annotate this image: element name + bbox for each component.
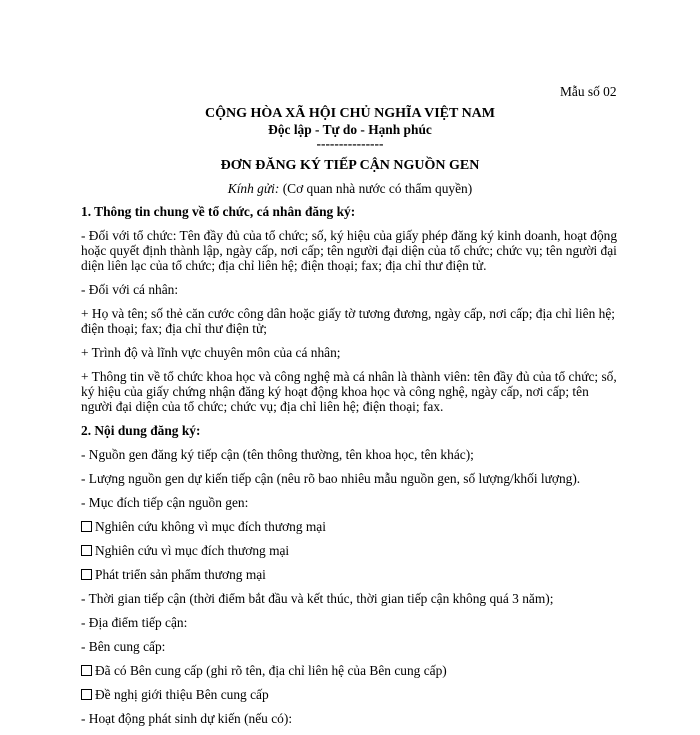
access-time-line: - Thời gian tiếp cận (thời điểm bắt đầu và kết thúc, thời gian tiếp cận không quá 3 năm); [81,591,554,606]
planned-activity-line: - Hoạt động phát sinh dự kiến (nếu có): [81,711,293,726]
checkbox-icon[interactable] [81,521,92,532]
individual-info-heading: - Đối với cá nhân: [81,282,179,297]
purpose-option-2[interactable] [81,543,621,558]
genetic-resource-line: - Nguồn gen đăng ký tiếp cận (tên thông thường, tên khoa học, tên khác); [81,447,474,462]
form-number: Mẫu số 02 [560,84,617,99]
quantity-line: - Lượng nguồn gen dự kiến tiếp cận (nêu rõ bao nhiêu mẫu nguồn gen, số lượng/khối lượng). [81,471,581,486]
checkbox-icon[interactable] [81,665,92,676]
purpose-line: - Mục đích tiếp cận nguồn gen: [81,495,249,510]
national-motto: Độc lập - Tự do - Hạnh phúc [268,122,432,137]
section-1-heading: 1. Thông tin chung về tổ chức, cá nhân đăng ký: [81,204,356,219]
provider-option-1-label: Đã có Bên cung cấp (ghi rõ tên, địa chỉ liên hệ của Bên cung cấp) [95,663,447,678]
individual-item-3: + Thông tin về tổ chức khoa học và công nghệ mà cá nhân là thành viên: tên đầy đủ của tổ chức; số, ký hiệu của giấy chứng nhận đăng ký hoạt động khoa học và công nghệ, ngày cấp, nơi cấp; tên người đại diện của tổ chức; chức vụ; địa chỉ liên hệ; điện thoại; fax. [81,369,617,414]
section-2-heading: 2. Nội dung đăng ký: [81,423,201,438]
checkbox-icon[interactable] [81,689,92,700]
access-location-line: - Địa điểm tiếp cận: [81,615,188,630]
provider-option-1[interactable] [81,663,621,678]
purpose-option-3-label: Phát triển sản phẩm thương mại [95,567,266,582]
addressee-label: Kính gửi: [227,181,280,196]
purpose-option-1-label: Nghiên cứu không vì mục đích thương mại [95,519,326,534]
form-title: ĐƠN ĐĂNG KÝ TIẾP CẬN NGUỒN GEN [220,158,480,173]
individual-item-2: + Trình độ và lĩnh vực chuyên môn của cá nhân; [81,345,341,360]
provider-line: - Bên cung cấp: [81,639,166,654]
checkbox-icon[interactable] [81,569,92,580]
purpose-option-3[interactable] [81,567,621,582]
provider-option-2-label: Đề nghị giới thiệu Bên cung cấp [95,687,269,702]
checkbox-icon[interactable] [81,545,92,556]
country-name: CỘNG HÒA XÃ HỘI CHỦ NGHĨA VIỆT NAM [204,106,495,121]
purpose-option-2-label: Nghiên cứu vì mục đích thương mại [95,543,290,558]
addressee-value: (Cơ quan nhà nước có thẩm quyền) [282,181,473,196]
individual-item-1: + Họ và tên; số thẻ căn cước công dân hoặc giấy tờ tương đương, ngày cấp, nơi cấp; địa chỉ liên hệ; điện thoại; fax; địa chỉ thư điện tử; [81,306,615,336]
form-body [81,204,621,735]
header-divider: --------------- [316,136,384,151]
purpose-option-1[interactable] [81,519,621,534]
addressee-line [0,181,700,196]
org-info: - Đối với tổ chức: Tên đầy đủ của tổ chức; số, ký hiệu của giấy phép đăng ký kinh doanh, hoạt động hoặc quyết định thành lập, ngày cấp, nơi cấp; tên người đại diện của tổ chức; chức vụ; tên người đại diện liên lạc của tổ chức; địa chỉ liên hệ; điện thoại; fax; địa chỉ thư điện tử. [81,228,618,273]
